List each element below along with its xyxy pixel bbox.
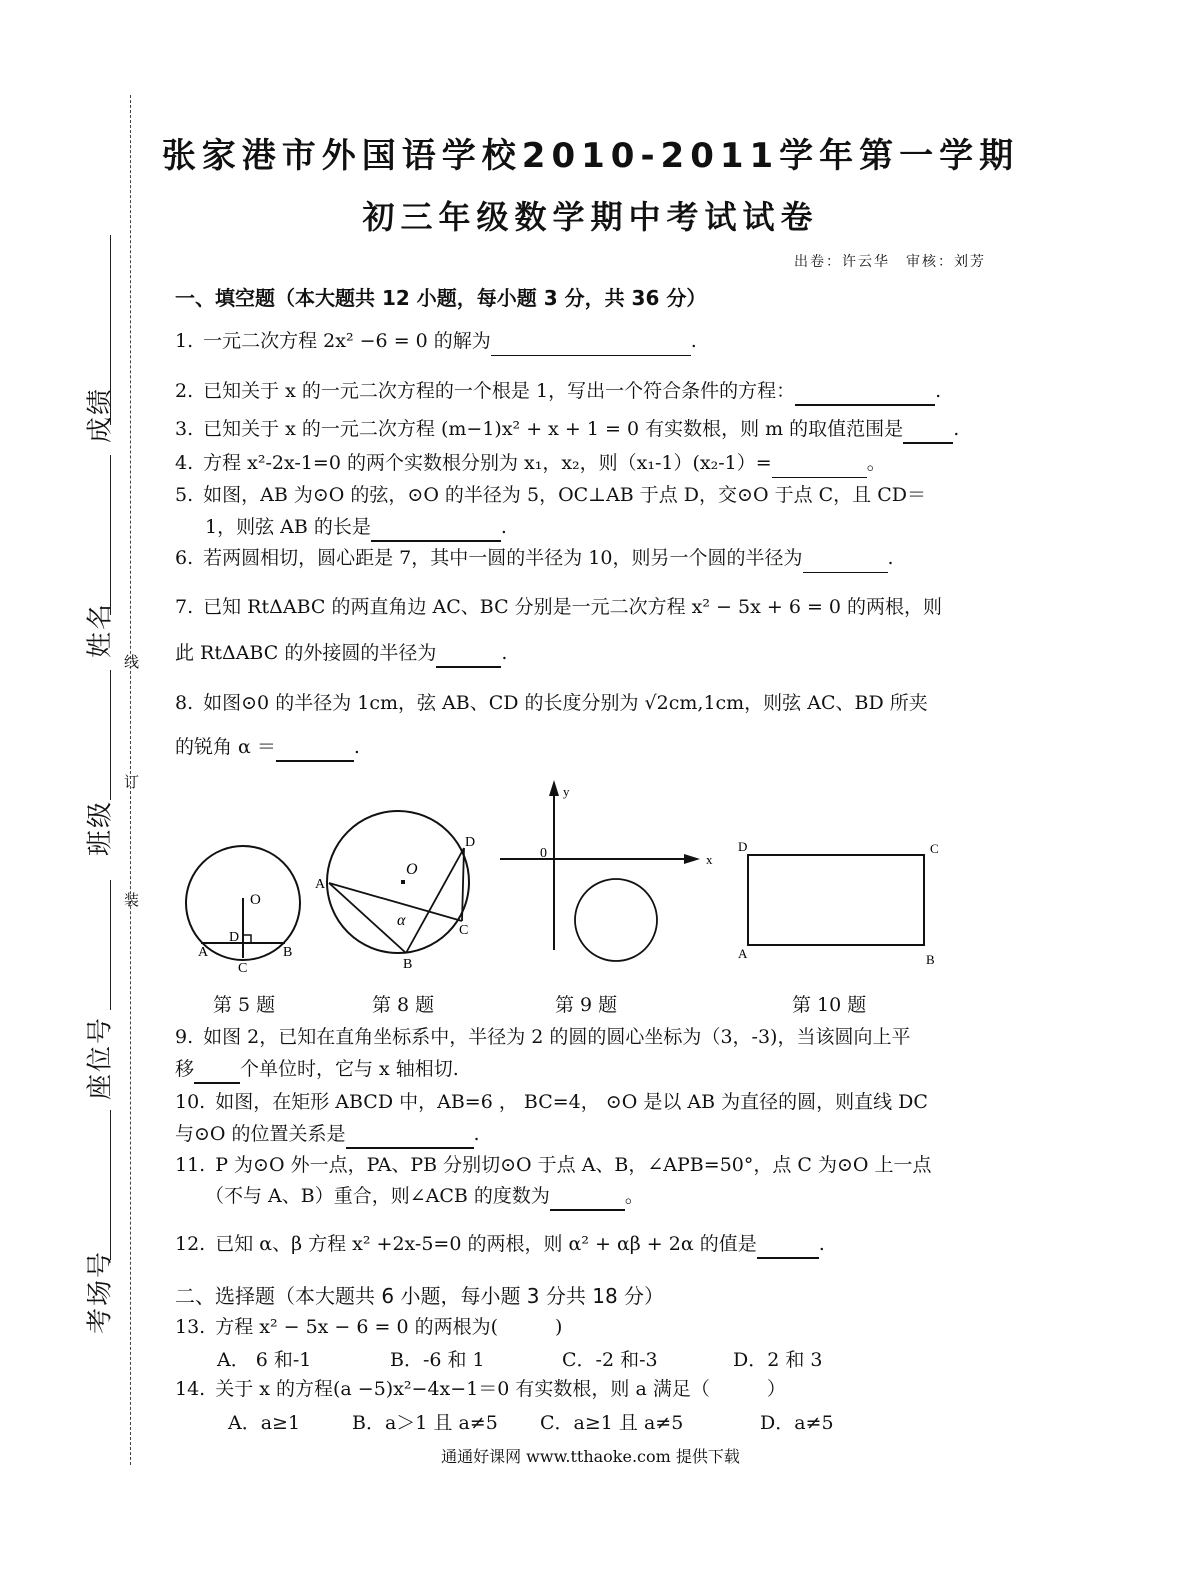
q14-stem: 关于 x 的方程(a −5)x²−4x−1＝0 有实数根，则 a 满足（ ） [215, 1378, 786, 1400]
binding-word-staple: 订 [124, 773, 140, 791]
q5-text-line2: 1，则弦 AB 的长是 [205, 516, 371, 538]
question-9-line2 [175, 1054, 459, 1084]
binding-word-bind: 装 [124, 891, 140, 909]
q14-choice-a[interactable]: A．a≥1 [228, 1412, 301, 1434]
fig8-label-a: A [315, 877, 326, 892]
seat-label: 座位号 [85, 1015, 116, 1101]
question-14 [175, 1374, 786, 1404]
q6-number: 6. [175, 547, 194, 569]
footer-source: 通通好课网 www.tthaoke.com 提供下载 [441, 1447, 740, 1466]
q2-text: 已知关于 x 的一元二次方程的一个根是 1，写出一个符合条件的方程： [203, 380, 796, 402]
q12-text: 已知 α、β 方程 x² +2x-5=0 的两根，则 α² + αβ + 2α 的值是 [215, 1233, 757, 1255]
fig9-label-origin: 0 [540, 846, 547, 861]
question-13 [175, 1312, 562, 1342]
q14-choice-b[interactable]: B．a＞1 且 a≠5 [352, 1412, 498, 1434]
question-11-line2 [205, 1181, 644, 1211]
q8-number: 8. [175, 692, 194, 714]
fig8-label-alpha: α [397, 912, 406, 929]
fig5-label-a: A [198, 945, 209, 960]
q6-end: . [887, 547, 894, 569]
fig10-rectangle [748, 855, 924, 945]
q9-text-line2-post: 个单位时，它与 x 轴相切. [240, 1058, 459, 1080]
q10-number: 10. [175, 1091, 206, 1113]
q2-number: 2. [175, 380, 194, 402]
fig10-label-a: A [738, 946, 748, 961]
q12-answer-blank[interactable] [757, 1237, 819, 1259]
fig9-label-y: y [563, 784, 570, 799]
binding-word-line: 线 [124, 653, 140, 671]
q12-end: . [818, 1233, 825, 1255]
q7-text-line2: 此 RtΔABC 的外接圆的半径为 [175, 642, 437, 664]
q11-number: 11. [175, 1154, 206, 1176]
q11-text-line1: P 为⊙O 外一点，PA、PB 分别切⊙O 于点 A、B，∠APB=50°，点 C 为⊙O 上一点 [215, 1154, 932, 1176]
q13-stem: 方程 x² − 5x − 6 = 0 的两根为( ) [215, 1316, 563, 1338]
fig8-label-o: O [406, 861, 418, 878]
figure-8-caption: 第 8 题 [372, 994, 435, 1016]
q7-number: 7. [175, 596, 194, 618]
q9-number: 9. [175, 1026, 194, 1048]
q9-text-line2-pre: 移 [175, 1058, 195, 1080]
fig5-label-b: B [283, 945, 293, 960]
q5-text-line1: 如图，AB 为⊙O 的弦，⊙O 的半径为 5，OC⊥AB 于点 D，交⊙O 于点 C，且 CD＝ [203, 484, 926, 506]
fig10-label-d: D [738, 839, 748, 854]
figure-5-caption: 第 5 题 [213, 994, 276, 1016]
figure-9-caption: 第 9 题 [555, 994, 618, 1016]
q10-text-line2: 与⊙O 的位置关系是 [175, 1123, 346, 1145]
figure-5 [186, 846, 300, 976]
q3-end: . [953, 418, 960, 440]
q13-choice-c[interactable]: C．-2 和-3 [562, 1349, 658, 1371]
section1-heading: 一、填空题（本大题共 12 小题，每小题 3 分，共 36 分） [175, 286, 707, 310]
q7-end: . [501, 642, 508, 664]
q2-end: . [935, 380, 942, 402]
q6-text: 若两圆相切，圆心距是 7，其中一圆的半径为 10，则另一个圆的半径为 [203, 547, 803, 569]
q5-number: 5. [175, 484, 194, 506]
q11-end: 。 [624, 1185, 644, 1207]
fig5-label-c: C [238, 961, 248, 976]
fig9-y-arrow [549, 780, 559, 796]
q13-choice-b[interactable]: B．-6 和 1 [390, 1349, 485, 1371]
question-12 [175, 1229, 825, 1259]
q8-end: . [353, 736, 360, 758]
q12-number: 12. [175, 1233, 206, 1255]
q13-number: 13. [175, 1316, 206, 1338]
q1-end: . [690, 330, 697, 352]
q10-end: . [473, 1123, 480, 1145]
q11-answer-blank[interactable] [550, 1189, 625, 1211]
author-line: 出卷：许云华 审核：刘芳 [794, 254, 986, 270]
q10-text-line1: 如图，在矩形 ABCD 中，AB=6 ， BC=4， ⊙O 是以 AB 为直径的圆，则直线 DC [215, 1091, 928, 1113]
q4-number: 4. [175, 452, 194, 474]
fig10-label-b: B [926, 952, 935, 967]
q14-choice-d[interactable]: D．a≠5 [760, 1412, 834, 1434]
question-10 [175, 1087, 928, 1117]
fig5-right-angle-mark [243, 935, 251, 943]
score-label: 成绩 [85, 386, 116, 444]
name-label: 姓名 [85, 601, 116, 659]
section2-heading: 二、选择题（本大题共 6 小题，每小题 3 分共 18 分） [175, 1284, 665, 1308]
figure-9 [500, 780, 713, 961]
q10-answer-blank[interactable] [346, 1127, 474, 1149]
q3-number: 3. [175, 418, 194, 440]
fig8-label-c: C [459, 923, 469, 938]
fig9-label-x: x [706, 852, 713, 867]
fig8-center-dot [401, 880, 405, 884]
q14-choice-c[interactable]: C．a≥1 且 a≠5 [540, 1412, 684, 1434]
exam-room-label: 考场号 [85, 1249, 116, 1335]
q9-answer-blank[interactable] [194, 1062, 240, 1084]
q4-text: 方程 x²-2x-1=0 的两个实数根分别为 x₁，x₂，则（x₁-1）(x₂-1）= [203, 452, 772, 474]
figure-8 [315, 811, 475, 972]
q8-text-line2: 的锐角 α ＝ [175, 736, 276, 758]
fig9-x-arrow [684, 854, 700, 864]
q8-text-line1: 如图⊙0 的半径为 1cm，弦 AB、CD 的长度分别为 √2cm,1cm，则弦 AC、BD 所夹 [203, 692, 928, 714]
question-9 [175, 1022, 910, 1052]
q13-choice-d[interactable]: D．2 和 3 [733, 1349, 823, 1371]
figure-10-caption: 第 10 题 [792, 994, 867, 1016]
fig9-circle [575, 879, 657, 961]
q1-text: 一元二次方程 2x² −6 = 0 的解为 [203, 330, 491, 352]
fig8-circle [327, 811, 469, 953]
q5-end: . [500, 516, 507, 538]
q7-text-line1: 已知 RtΔABC 的两直角边 AC、BC 分别是一元二次方程 x² − 5x + 6 = 0 的两根，则 [203, 596, 943, 618]
page-title: 张家港市外国语学校2010-2011学年第一学期 [161, 136, 1020, 176]
question-10-line2 [175, 1119, 480, 1149]
q3-text: 已知关于 x 的一元二次方程 (m−1)x² + x + 1 = 0 有实数根，则 m 的取值范围是 [203, 418, 904, 440]
fig5-label-o: O [250, 892, 261, 908]
fig8-label-b: B [403, 957, 413, 972]
fig5-label-d: D [229, 930, 240, 945]
fig8-label-d: D [465, 835, 476, 850]
fig10-label-c: C [930, 841, 939, 856]
q4-end: 。 [866, 452, 886, 474]
figure-10 [738, 839, 939, 967]
page-subtitle: 初三年级数学期中考试试卷 [362, 198, 819, 236]
q1-number: 1. [175, 330, 194, 352]
q9-text-line1: 如图 2，已知在直角坐标系中，半径为 2 的圆的圆心坐标为（3，-3)，当该圆向上平 [203, 1026, 911, 1048]
q11-text-line2: （不与 A、B）重合，则∠ACB 的度数为 [205, 1185, 550, 1207]
question-11 [175, 1150, 932, 1180]
q13-choice-a[interactable]: A． 6 和-1 [217, 1349, 312, 1371]
q14-number: 14. [175, 1378, 206, 1400]
class-label: 班级 [85, 799, 116, 857]
